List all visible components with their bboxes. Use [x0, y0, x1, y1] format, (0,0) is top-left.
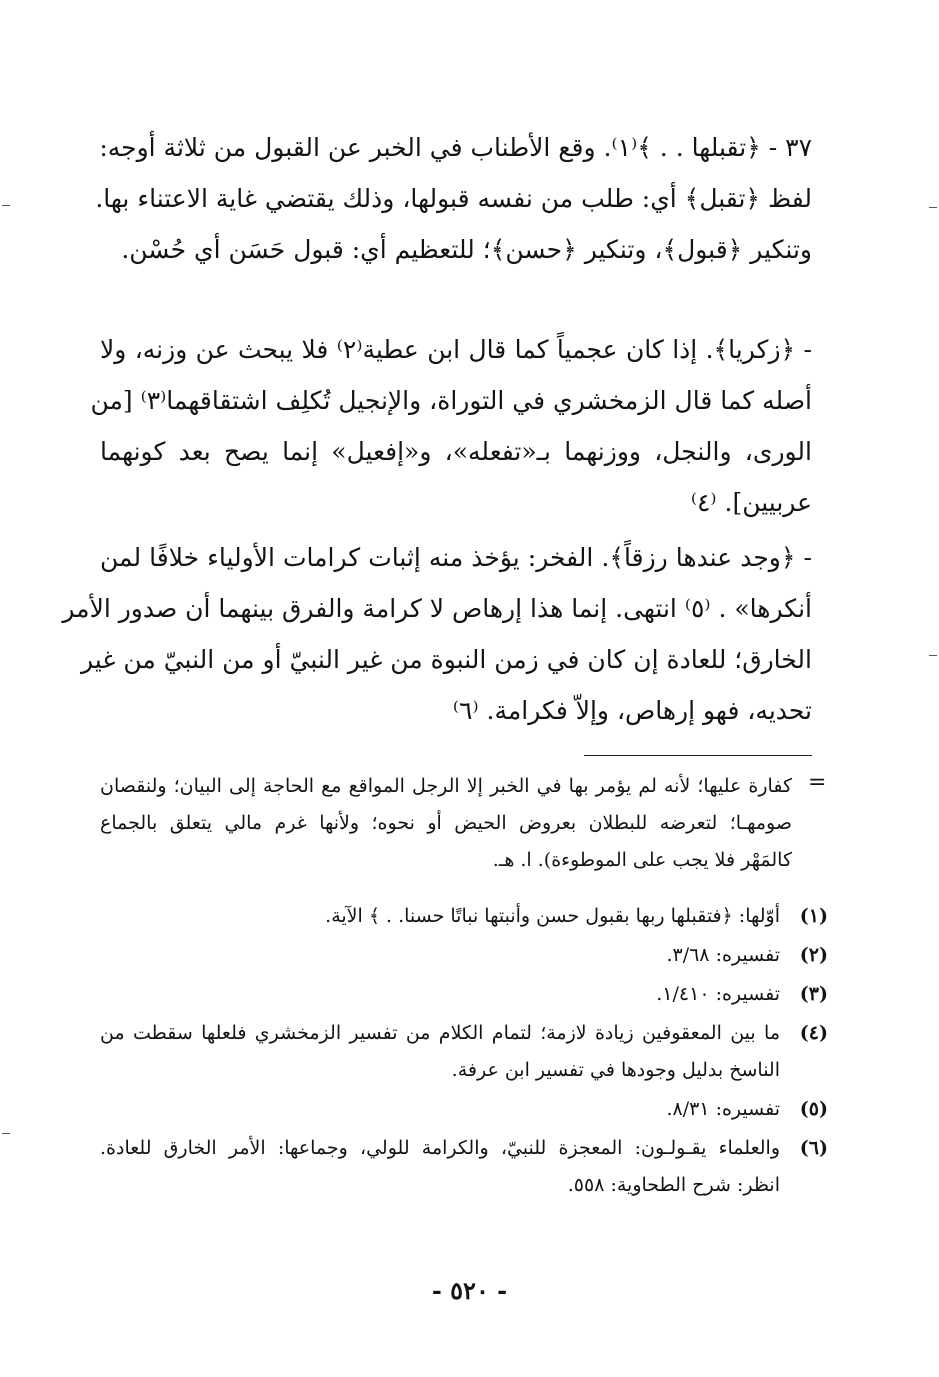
text-line: الخارق؛ للعادة إن كان في زمن النبوة من غير النبيّ أو من النبيّ من غير — [80, 645, 812, 674]
footnote-line: تفسيره: ١/٤١٠. — [656, 983, 780, 1005]
footnote-continuation — [100, 768, 792, 879]
text-line: - ﴿زكريا﴾. إذا كان عجمياً كما قال ابن عطية⁽٢⁾ فلا يبحث عن وزنه، ولا — [100, 335, 812, 364]
footnote-line: تفسيره: ٨/٣١. — [666, 1098, 780, 1120]
footnote-number: (٢) — [799, 944, 828, 966]
footnote-line: كالمَهْر فلا يجب على الموطوءة). ا. هـ. — [492, 849, 792, 871]
footnote-line: الناسخ بدليل وجودها في تفسير ابن عرفة. — [451, 1059, 780, 1081]
footnote-line: والعلماء يقـولـون: المعجزة للنبيّ، والكرامة للولي، وجماعها: الأمر الخارق للعادة. — [100, 1137, 780, 1159]
footnote-6 — [100, 1130, 828, 1204]
footnote-5 — [100, 1091, 828, 1128]
footnote-line: أوّلها: ﴿فتقبلها ربها بقبول حسن وأنبتها نباتًا حسنا. . ﴾ الآية. — [325, 905, 780, 927]
scan-edge-mark — [2, 1133, 10, 1134]
footnote-4 — [100, 1015, 828, 1089]
text-line: وتنكير ﴿قبول﴾، وتنكير ﴿حسن﴾؛ للتعظيم أي: قبول حَسَن أي حُسْن. — [121, 235, 812, 264]
page-number: - ٥٢٠ - — [431, 1276, 508, 1305]
scan-edge-mark — [929, 207, 937, 208]
footnote-line: صومهـا؛ لتعرضه للبطلان بعروض الحيض أو نحوه؛ ولأنها غرم مالي يتعلق بالجماع — [100, 812, 792, 834]
text-line: عربيين]. ⁽٤⁾ — [690, 488, 812, 517]
scan-edge-mark — [2, 205, 10, 206]
footnote-number: (٣) — [799, 983, 828, 1005]
paragraph-37 — [95, 122, 812, 275]
footnote-line: انظر: شرح الطحاوية: ٥٥٨. — [567, 1174, 780, 1196]
text-line: ٣٧ - ﴿تقبلها . . ﴾⁽١⁾. وقع الأطناب في الخبر عن القبول من ثلاثة أوجه: — [99, 133, 812, 162]
footnote-2 — [100, 937, 828, 974]
paragraph-zakariya — [90, 324, 812, 528]
text-line: الورى، والنجل، ووزنهما بـ«تفعله»، و«إفعيل» إنما يصح بعد كونهما — [100, 437, 812, 466]
scan-edge-mark — [929, 655, 937, 656]
continuation-marker: = — [808, 770, 827, 795]
footnotes-list — [100, 898, 828, 1204]
footnote-number: (٦) — [799, 1137, 828, 1159]
text-line: لفظ ﴿تقبل﴾ أي: طلب من نفسه قبولها، وذلك يقتضي غاية الاعتناء بها. — [95, 184, 812, 213]
text-line: أصله كما قال الزمخشري في التوراة، والإنجيل تُكلِف اشتقاقهما⁽٣⁾ [من — [90, 386, 812, 415]
text-line: - ﴿وجد عندها رزقاً﴾. الفخر: يؤخذ منه إثبات كرامات الأولياء خلافًا لمن — [100, 543, 812, 572]
footnote-number: (١) — [799, 905, 828, 927]
footnote-number: (٥) — [799, 1098, 828, 1120]
text-line: أنكرها» . ⁽٥⁾ انتهى. إنما هذا إرهاص لا كرامة والفرق بينهما أن صدور الأمر — [62, 594, 812, 623]
footnote-line: ما بين المعقوفين زيادة لازمة؛ لتمام الكلام من تفسير الزمخشري فلعلها سقطت من — [100, 1022, 780, 1044]
text-line: تحديه، فهو إرهاص، وإلاّ فكرامة. ⁽٦⁾ — [452, 696, 812, 725]
footnote-line: كفارة عليها؛ لأنه لم يؤمر بها في الخبر إلا الرجل المواقع مع الحاجة إلى البيان؛ ولنقصان — [100, 775, 792, 797]
footnote-number: (٤) — [799, 1022, 828, 1044]
footnote-line: تفسيره: ٣/٦٨. — [666, 944, 780, 966]
footnote-1 — [100, 898, 828, 935]
footnote-3 — [100, 976, 828, 1013]
paragraph-rizq — [62, 532, 812, 736]
footnote-separator — [584, 755, 812, 756]
